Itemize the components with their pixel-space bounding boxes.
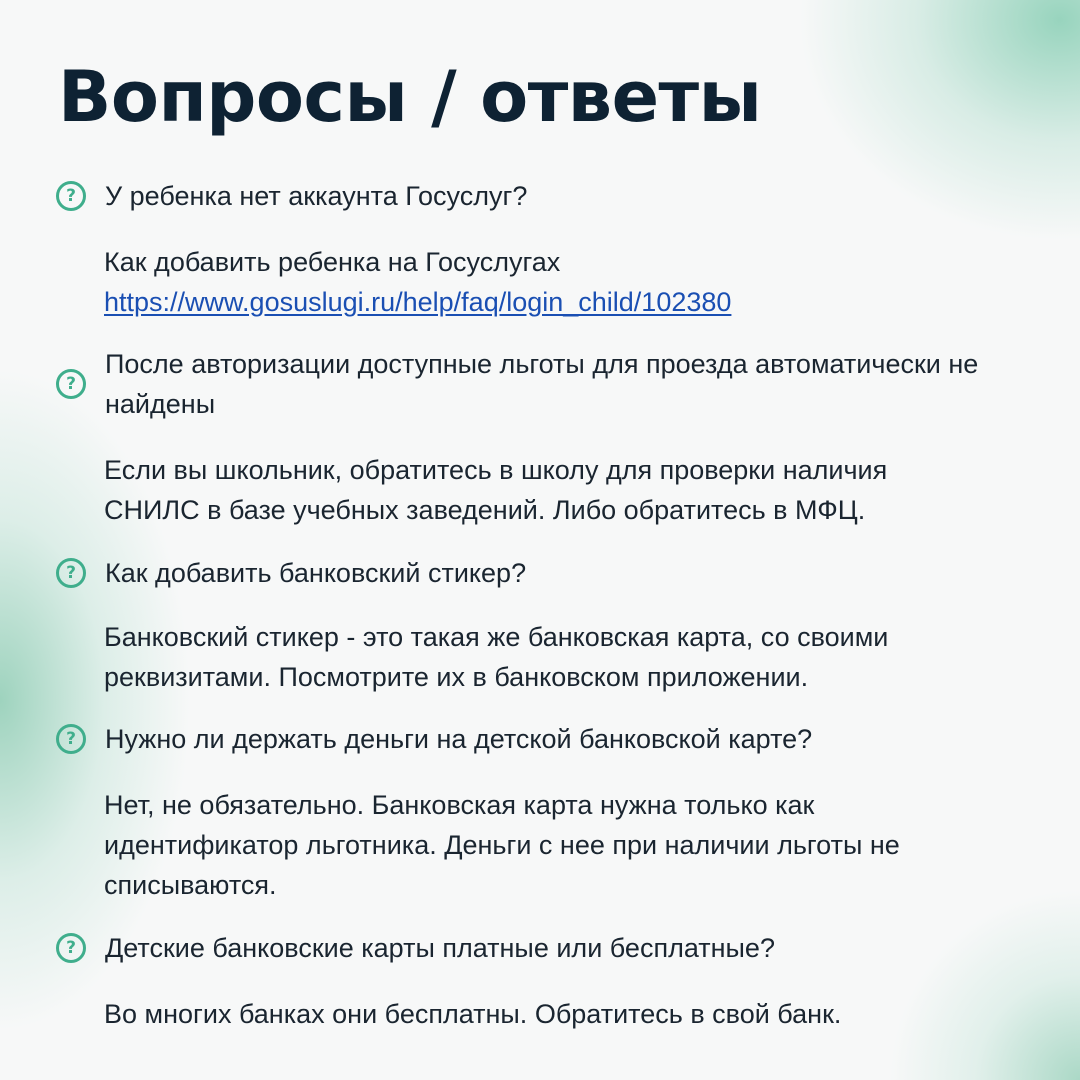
question-text: После авторизации доступные льготы для проезда автоматически не найдены (105, 349, 979, 419)
faq-answer-5: Во многих банках они бесплатны. Обратитесь в свой банк. (104, 999, 842, 1029)
faq-answer-1 (104, 242, 1020, 322)
page-title: Вопросы / ответы (58, 56, 762, 138)
faq-answer-3: Банковский стикер - это такая же банковская карта, со своими реквизитами. Посмотрите их в банковском приложении. (104, 622, 889, 692)
question-text: У ребенка нет аккаунта Госуслуг? (105, 181, 528, 211)
question-text: Нужно ли держать деньги на детской банковской карте? (105, 724, 813, 754)
faq-question-1 (56, 176, 1040, 216)
answer-text: Как добавить ребенка на Госуслугах (104, 247, 561, 277)
question-text: Как добавить банковский стикер? (105, 558, 527, 588)
faq-question-3 (56, 553, 1040, 593)
question-circle-icon: ? (56, 558, 86, 588)
faq-question-4 (56, 719, 1040, 759)
question-circle-icon: ? (56, 369, 86, 399)
question-circle-icon: ? (56, 933, 86, 963)
faq-question-2 (56, 344, 1020, 424)
question-text: Детские банковские карты платные или бесплатные? (105, 933, 775, 963)
faq-answer-4: Нет, не обязательно. Банковская карта нужна только как идентификатор льготника. Деньги с нее при наличии льготы не списываются. (104, 790, 900, 900)
gosuslugi-help-link[interactable]: https://www.gosuslugi.ru/help/faq/login_child/102380 (104, 287, 732, 317)
question-circle-icon: ? (56, 181, 86, 211)
faq-answer-2: Если вы школьник, обратитесь в школу для проверки наличия СНИЛС в базе учебных заведений. Либо обратитесь в МФЦ. (104, 455, 888, 525)
question-circle-icon: ? (56, 724, 86, 754)
faq-question-5 (56, 928, 1040, 968)
